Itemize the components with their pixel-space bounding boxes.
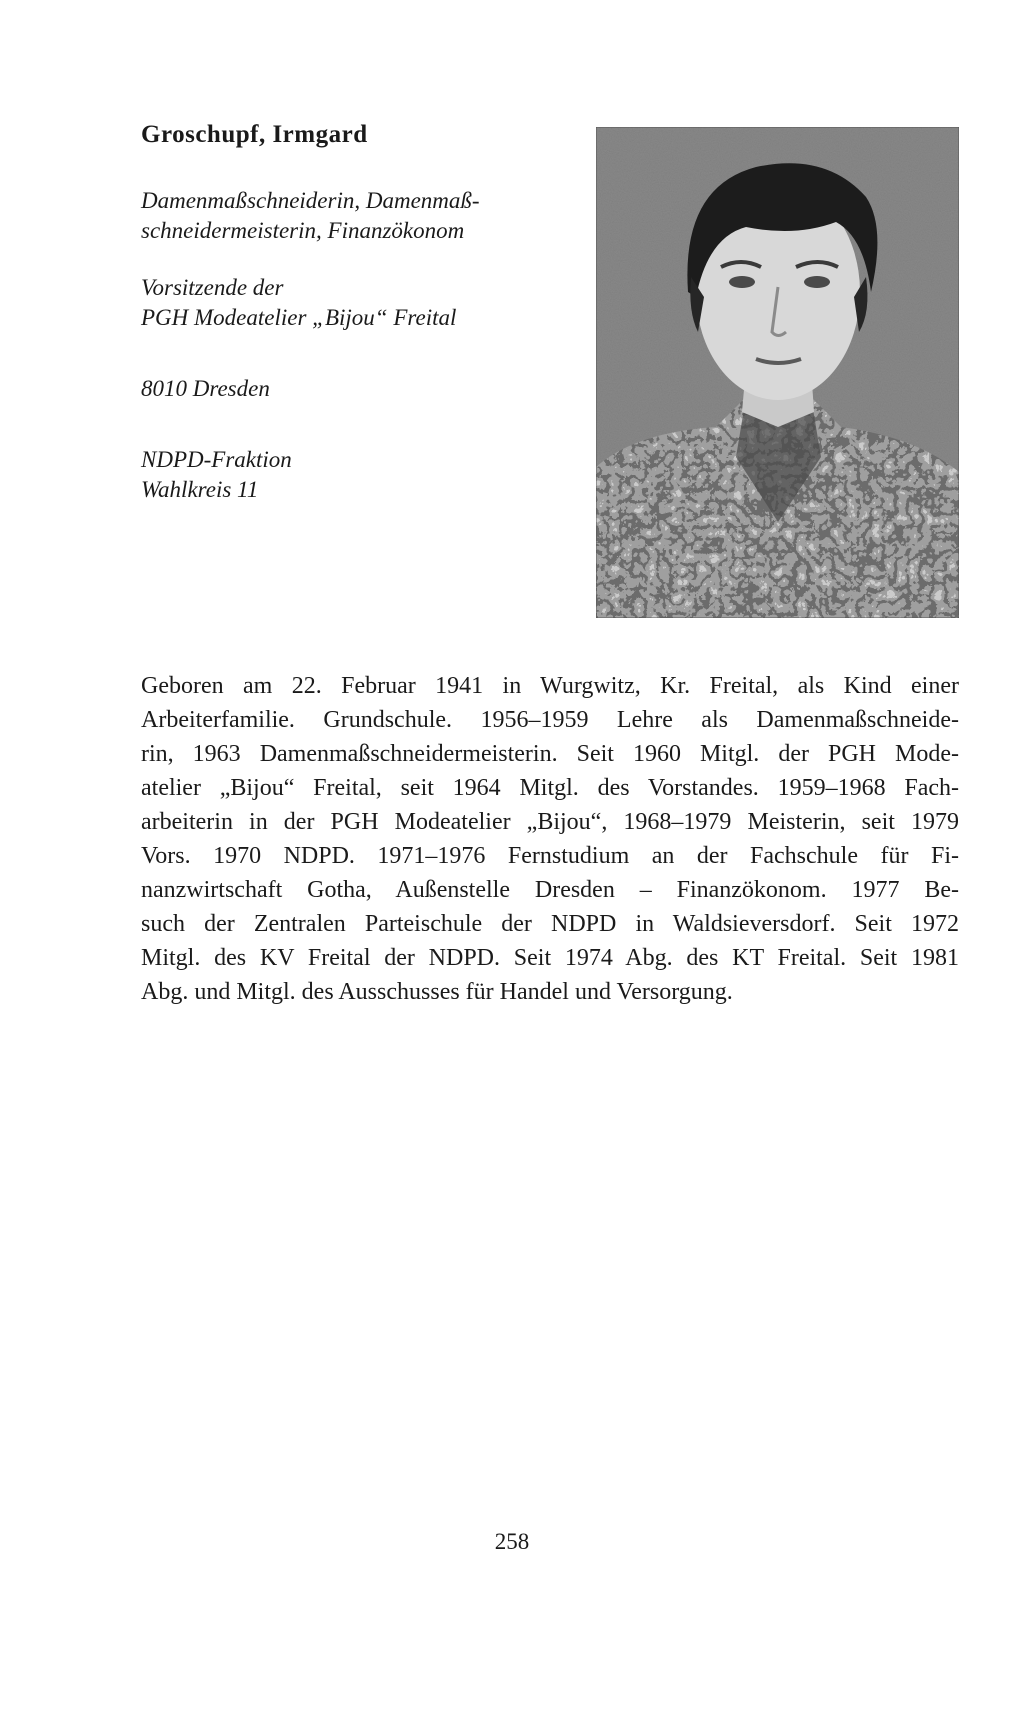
portrait-illustration bbox=[596, 127, 959, 618]
biography-line: nanzwirtschaft Gotha, Außenstelle Dresden – Finanzökonom. 1977 Be- bbox=[141, 877, 959, 903]
biography-line: atelier „Bijou“ Freital, seit 1964 Mitgl. des Vorstandes. 1959–1968 Fach- bbox=[141, 775, 959, 801]
biography-line: Vors. 1970 NDPD. 1971–1976 Fernstudium an der Fachschule für Fi- bbox=[141, 843, 959, 869]
biography-line: Mitgl. des KV Freital der NDPD. Seit 1974 Abg. des KT Freital. Seit 1981 bbox=[141, 945, 959, 971]
page-number: 258 bbox=[494, 1529, 530, 1554]
address bbox=[141, 374, 270, 404]
professions bbox=[141, 186, 480, 246]
biography-line: such der Zentralen Parteischule der NDPD in Waldsieversdorf. Seit 1972 bbox=[141, 911, 959, 937]
professions-line: schneidermeisterin, Finanzökonom bbox=[141, 218, 465, 243]
biography-line: Abg. und Mitgl. des Ausschusses für Handel und Versorgung. bbox=[141, 979, 733, 1005]
position-line: Vorsitzende der bbox=[141, 275, 284, 300]
faction bbox=[141, 445, 292, 505]
person-name-heading: Groschupf, Irmgard bbox=[141, 121, 368, 148]
biography-line: arbeiterin in der PGH Modeatelier „Bijou“, 1968–1979 Meisterin, seit 1979 bbox=[141, 809, 959, 835]
faction-line: NDPD-Fraktion bbox=[141, 447, 292, 472]
biography-line: Arbeiterfamilie. Grundschule. 1956–1959 Lehre als Damenmaßschneide- bbox=[141, 707, 959, 733]
biography-line: Geboren am 22. Februar 1941 in Wurgwitz, Kr. Freital, als Kind einer bbox=[141, 673, 959, 699]
portrait-photo bbox=[596, 127, 959, 618]
position-line: PGH Modeatelier „Bijou“ Freital bbox=[141, 305, 457, 330]
position bbox=[141, 273, 456, 333]
constituency-line: Wahlkreis 11 bbox=[141, 477, 259, 502]
address-line: 8010 Dresden bbox=[141, 376, 270, 401]
biography-line: rin, 1963 Damenmaßschneidermeisterin. Seit 1960 Mitgl. der PGH Mode- bbox=[141, 741, 959, 767]
professions-line: Damenmaßschneiderin, Damenmaß- bbox=[141, 188, 480, 213]
biography bbox=[141, 669, 959, 1009]
